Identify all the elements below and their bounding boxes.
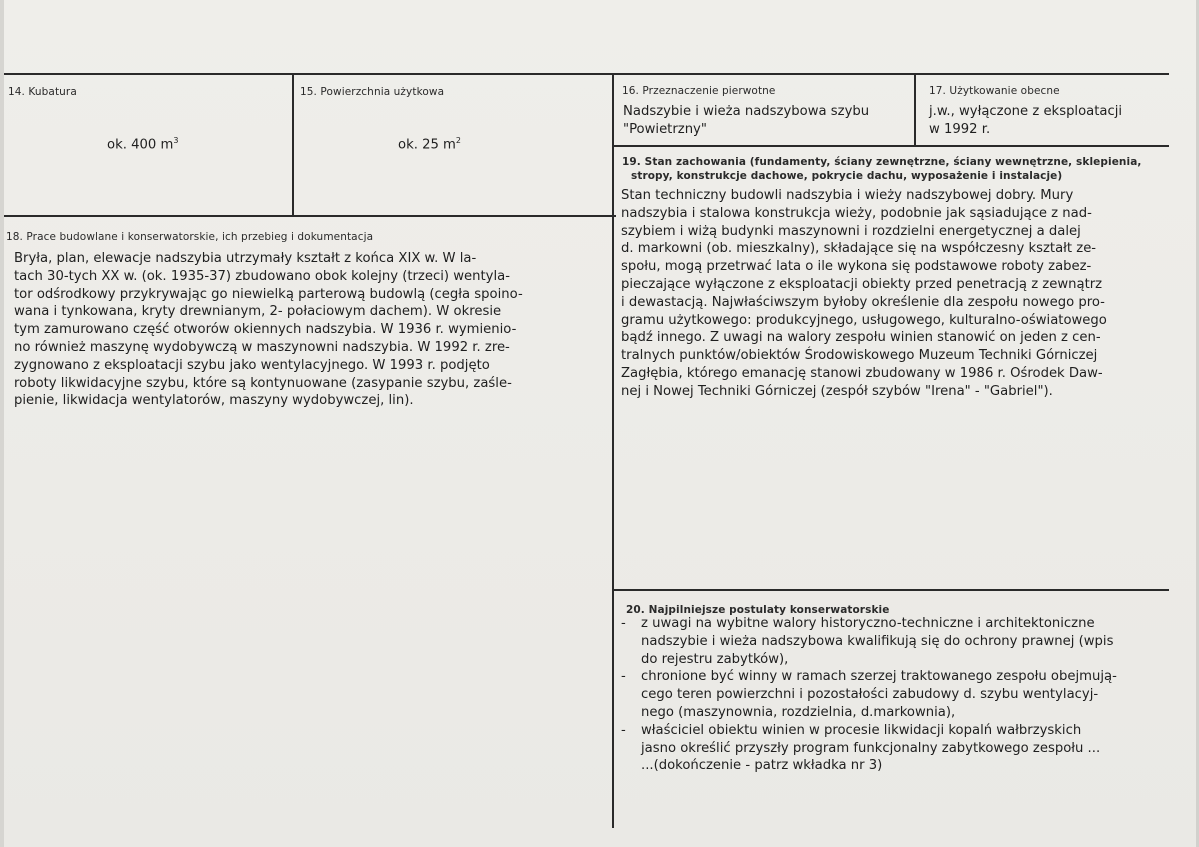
przeznaczenie-value — [623, 103, 869, 139]
postulat-item — [621, 722, 1117, 775]
postulat-line: z uwagi na wybitne walory historyczno-techniczne i architektoniczne — [641, 616, 1095, 631]
postulat-line: jasno określić przyszły program funkcjonalny zabytkowego zespołu ... — [641, 740, 1101, 756]
powierzchnia-value — [398, 136, 461, 152]
przeznaczenie-line: "Powietrzny" — [623, 121, 707, 137]
kubatura-label: 14. Kubatura — [8, 86, 77, 98]
postulat-line: nadszybie i wieża nadszybowa kwalifikują się do ochrony prawnej (wpis — [641, 633, 1114, 649]
postulat-item — [621, 668, 1117, 721]
postulaty-list — [621, 615, 1117, 775]
prace-line: zygnowano z eksploatacji szybu jako wentylacyjnego. W 1993 r. podjęto — [14, 357, 490, 373]
prace-line: tach 30-tych XX w. (ok. 1935-37) zbudowano obok kolejny (trzeci) wentyla- — [14, 268, 510, 284]
stan-line: pieczające wyłączone z eksploatacji obiekty przed penetracją z zewnątrz — [621, 276, 1103, 292]
left-edge — [0, 0, 4, 847]
prace-label: 18. Prace budowlane i konserwatorskie, ich przebieg i dokumentacja — [6, 231, 374, 243]
stan-line: d. markowni (ob. mieszkalny), składające się na współczesny kształt ze- — [621, 241, 1097, 257]
postulat-line: do rejestru zabytków), — [641, 651, 789, 667]
uzytkowanie-line: j.w., wyłączone z eksploatacji — [929, 104, 1123, 119]
item-dash: - — [621, 616, 626, 631]
rule-below-16-17 — [614, 145, 1169, 147]
prace-line: wana i tynkowana, kryty drewnianym, 2- połaciowym dachem). W okresie — [14, 304, 502, 320]
divider-14-15 — [292, 74, 294, 216]
przeznaczenie-line: Nadszybie i wieża nadszybowa szybu — [623, 104, 870, 119]
postulaty-label: 20. Najpilniejsze postulaty konserwatorskie — [626, 604, 890, 616]
stan-line: nej i Nowej Techniki Górniczej (zespół szybów "Irena" - "Gabriel"). — [621, 383, 1053, 399]
kubatura-value-text: ok. 400 m — [107, 137, 174, 153]
prace-line: roboty likwidacyjne szybu, które są kontynuowane (zasypanie szybu, zaśle- — [14, 375, 512, 391]
divider-16-17 — [914, 74, 916, 146]
stan-label-line1: 19. Stan zachowania (fundamenty, ściany zewnętrzne, ściany wewnętrzne, sklepienia, — [622, 156, 1142, 168]
postulat-line: chronione być winny w ramach szerzej traktowanego zespołu obejmują- — [641, 669, 1117, 685]
stan-line: społu, mogą przetrwać lata o ile wykona się podstawowe roboty zabez- — [621, 259, 1092, 275]
rule-below-14-15 — [4, 215, 616, 217]
item-dash: - — [621, 722, 626, 738]
prace-line: Bryła, plan, elewacje nadszybia utrzymały kształt z końca XIX w. W la- — [14, 251, 477, 266]
center-divider — [612, 74, 614, 828]
stan-line: nadszybia i stalowa konstrukcja wieży, podobnie jak sąsiadujące z nad- — [621, 205, 1092, 221]
prace-line: tym zamurowano część otworów okiennych nadszybia. W 1936 r. wymienio- — [14, 322, 517, 338]
stan-line: gramu użytkowego: produkcyjnego, usługowego, kulturalno-oświatowego — [621, 312, 1107, 328]
item-dash: - — [621, 669, 626, 685]
postulat-line: właściciel obiektu winien w procesie likwidacji kopalń wałbrzyskich — [641, 722, 1082, 738]
postulat-line: ...(dokończenie - patrz wkładka nr 3) — [641, 758, 883, 774]
uzytkowanie-line: w 1992 r. — [929, 121, 991, 137]
powierzchnia-value-text: ok. 25 m — [398, 137, 456, 153]
stan-text — [621, 187, 1107, 401]
stan-line: Zagłębia, którego emanację stanowi zbudowany w 1986 r. Ośrodek Daw- — [621, 365, 1103, 381]
stan-label-line2: stropy, konstrukcje dachowe, pokrycie dachu, wyposażenie i instalacje) — [631, 170, 1063, 182]
uzytkowanie-label: 17. Użytkowanie obecne — [929, 85, 1060, 97]
prace-line: no również maszynę wydobywczą w maszynowni nadszybia. W 1992 r. zre- — [14, 339, 510, 355]
powierzchnia-label: 15. Powierzchnia użytkowa — [300, 86, 445, 98]
stan-line: Stan techniczny budowli nadszybia i wieży nadszybowej dobry. Mury — [621, 188, 1074, 203]
stan-line: szybiem i wiżą budynki maszynowni i rozdzielni energetycznej a dalej — [621, 223, 1081, 239]
postulat-line: nego (maszynownia, rozdzielnia, d.markownia), — [641, 704, 956, 720]
prace-line: pienie, likwidacja wentylatorów, maszyny wydobywczej, lin). — [14, 393, 414, 409]
rule-above-20 — [614, 589, 1169, 591]
przeznaczenie-label: 16. Przeznaczenie pierwotne — [622, 85, 776, 97]
top-rule — [4, 73, 1169, 75]
postulat-item — [621, 615, 1117, 668]
prace-line: tor odśrodkowy przykrywając go niewielką parterową budowlą (cegła spoino- — [14, 286, 523, 302]
postulat-line: cego teren powierzchni i pozostałości zabudowy d. szybu wentylacyj- — [641, 687, 1099, 703]
kubatura-value — [107, 136, 178, 152]
stan-line: i dewastacją. Najwłaściwszym byłoby określenie dla zespołu nowego pro- — [621, 294, 1105, 310]
uzytkowanie-value — [929, 103, 1122, 139]
prace-text — [14, 250, 523, 410]
stan-line: bądź innego. Z uwagi na walory zespołu winien stanowić on jeden z cen- — [621, 330, 1101, 346]
powierzchnia-unit-exponent: 2 — [455, 136, 462, 145]
kubatura-unit-exponent: 3 — [173, 136, 179, 145]
stan-line: tralnych punktów/obiektów Środowiskowego Muzeum Techniki Górniczej — [621, 348, 1098, 364]
